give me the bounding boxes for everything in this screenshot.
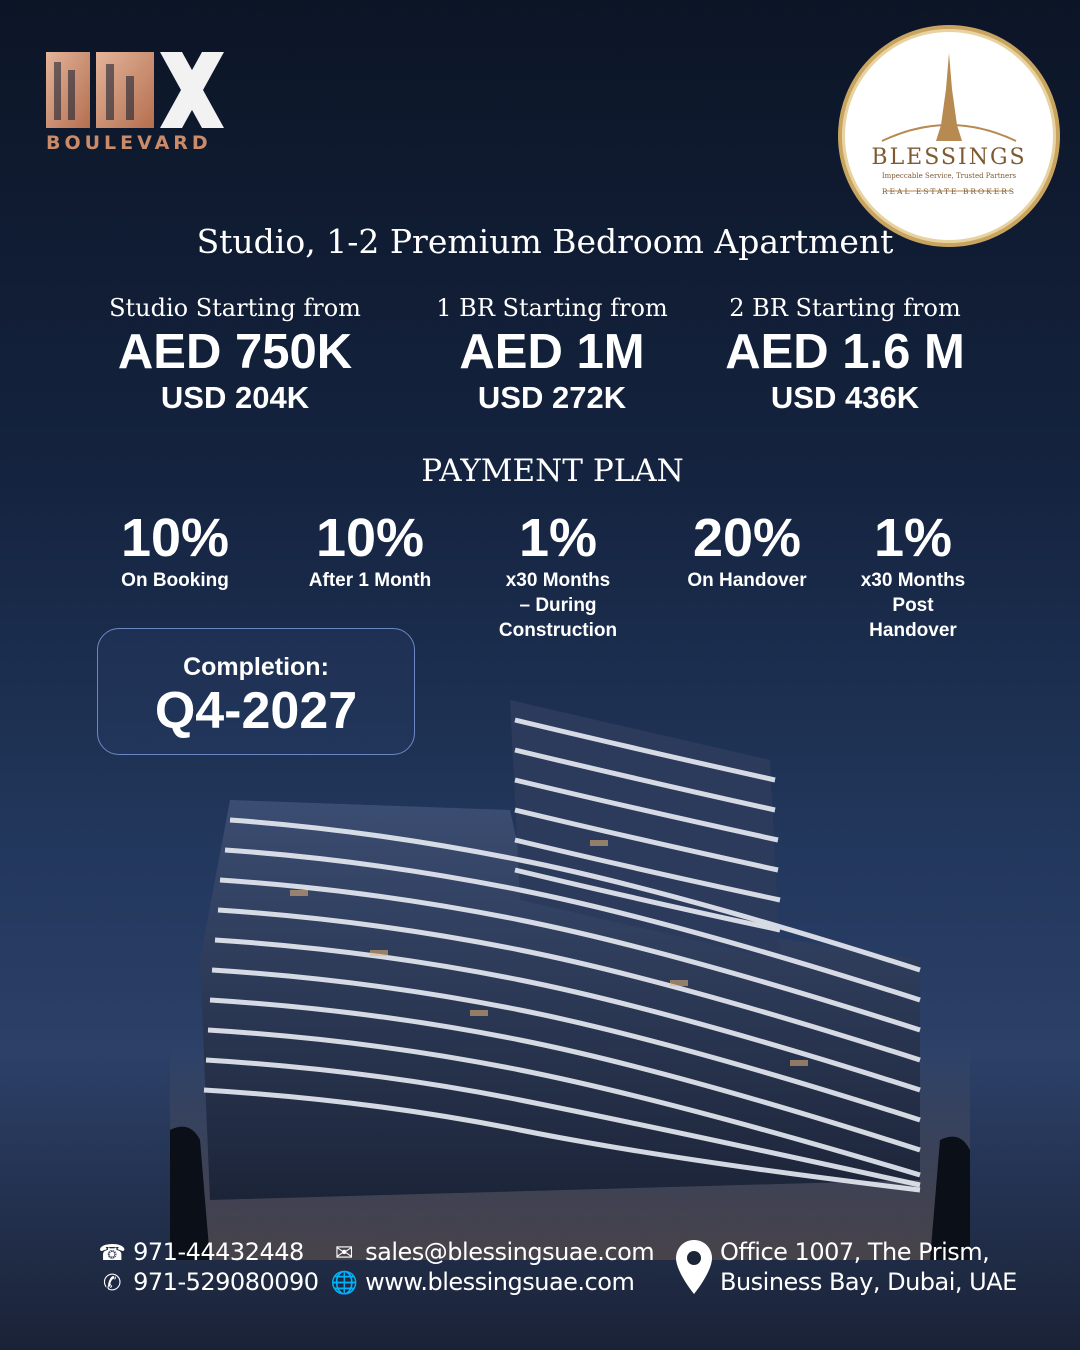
price-1br <box>387 294 717 416</box>
website-url: www.blessingsuae.com <box>365 1268 635 1296</box>
price-label: 2 BR Starting from <box>729 294 961 322</box>
price-aed: AED 750K <box>117 325 353 379</box>
whatsapp-number: 971-529080090 <box>133 1268 319 1296</box>
brand-logo <box>46 50 226 155</box>
broker-subtitle: REAL ESTATE BROKERS <box>881 187 1017 196</box>
whatsapp-icon: ✆ <box>103 1271 121 1296</box>
email-address: sales@blessingsuae.com <box>365 1238 655 1266</box>
website-line[interactable] <box>330 1268 634 1296</box>
plan-step <box>275 508 465 593</box>
phone-icon: ☎ <box>98 1241 126 1266</box>
payment-plan-title: PAYMENT PLAN <box>421 453 684 489</box>
plan-step <box>80 508 270 593</box>
broker-seal <box>838 25 1060 247</box>
address-line-1: Office 1007, The Prism, <box>720 1238 990 1266</box>
address-line-2: Business Bay, Dubai, UAE <box>720 1268 1017 1296</box>
globe-icon: 🌐 <box>330 1271 358 1296</box>
completion-date: Q4-2027 <box>154 682 358 740</box>
email-line[interactable] <box>330 1238 654 1266</box>
plan-step <box>818 508 1008 643</box>
plan-step <box>463 508 653 643</box>
plan-percent: 1% <box>518 508 598 568</box>
broker-name: BLESSINGS <box>871 145 1027 170</box>
brand-logo-mark <box>46 50 226 130</box>
location-pin-icon <box>674 1238 714 1298</box>
whatsapp-line[interactable] <box>98 1268 319 1296</box>
price-label: Studio Starting from <box>109 294 361 322</box>
tower-emblem-icon <box>842 29 1056 243</box>
plan-percent: 1% <box>873 508 953 568</box>
price-usd: USD 272K <box>477 380 627 415</box>
plan-desc: On Handover <box>687 570 807 591</box>
phone-line[interactable] <box>98 1238 304 1266</box>
plan-step <box>652 508 842 593</box>
completion-label: Completion: <box>183 653 329 681</box>
plan-percent: 10% <box>315 508 425 568</box>
plan-desc: x30 Months – During Construction <box>498 570 618 641</box>
plan-desc: x30 Months Post Handover <box>860 570 966 641</box>
mail-icon: ✉ <box>335 1241 353 1266</box>
price-aed: AED 1.6 M <box>725 325 965 379</box>
price-aed: AED 1M <box>459 325 645 379</box>
plan-percent: 10% <box>120 508 230 568</box>
plan-desc: On Booking <box>121 570 229 591</box>
price-usd: USD 436K <box>770 380 920 415</box>
broker-tagline: Impeccable Service, Trusted Partners <box>881 172 1017 180</box>
price-studio <box>70 294 400 416</box>
plan-percent: 20% <box>692 508 802 568</box>
headline: Studio, 1-2 Premium Bedroom Apartment <box>196 222 894 261</box>
phone-number: 971-44432448 <box>133 1238 304 1266</box>
building-render <box>170 660 970 1260</box>
brand-subtitle: BOULEVARD <box>46 132 212 154</box>
plan-desc: After 1 Month <box>308 570 432 591</box>
price-2br <box>680 294 1010 416</box>
price-label: 1 BR Starting from <box>436 294 668 322</box>
price-usd: USD 204K <box>160 380 310 415</box>
